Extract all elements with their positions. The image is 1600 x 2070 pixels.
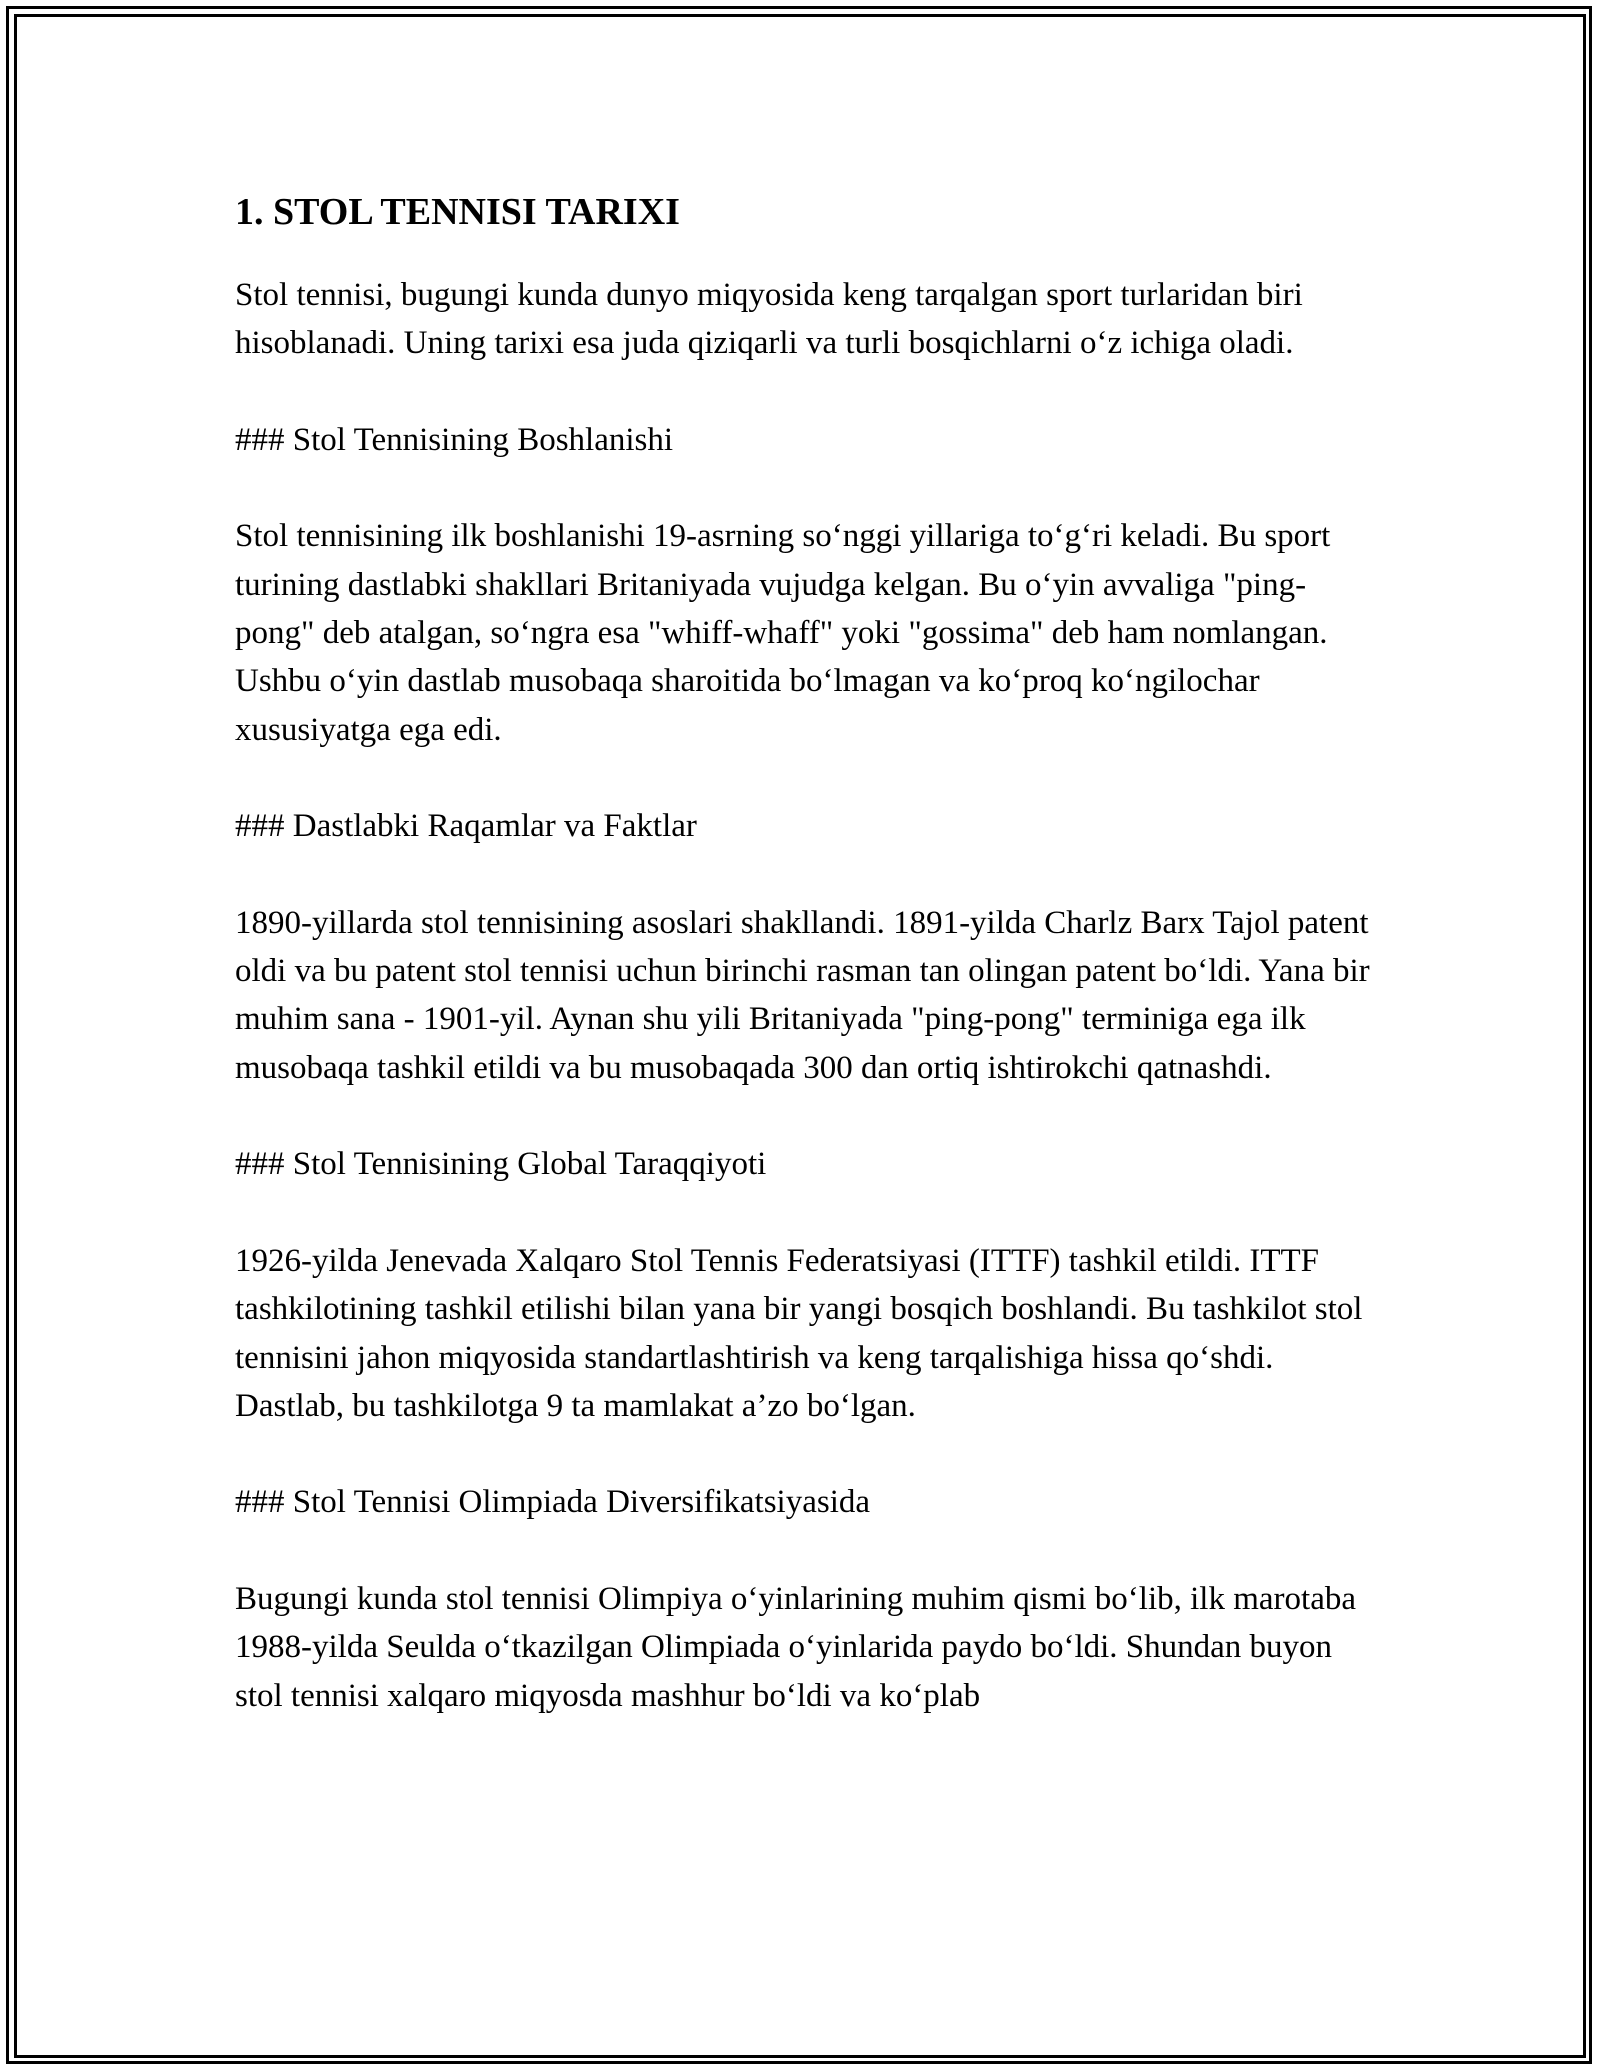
section-body-raqamlar: 1890-yillarda stol tennisining asoslari shakllandi. 1891-yilda Charlz Barx Tajol patent oldi va bu patent stol tennisi uchun birinchi rasman tan olingan patent bo‘ldi. Yana bir muhim sana - 1901-yil. Aynan shu yili Britaniyada "ping-pong" terminiga ega ilk musobaqa tashkil etildi va bu musobaqada 300 dan ortiq ishtirokchi qatnashdi. (235, 904, 1370, 1086)
section-heading-boshlanishi: ### Stol Tennisining Boshlanishi (235, 421, 674, 458)
section-heading-olimpiada: ### Stol Tennisi Olimpiada Diversifikatsiyasida (235, 1484, 871, 1521)
document-title: 1. STOL TENNISI TARIXI (235, 191, 680, 233)
document-body (235, 186, 1385, 1720)
section-body-olimpiada: Bugungi kunda stol tennisi Olimpiya o‘yinlarining muhim qismi bo‘lib, ilk marotaba 1988-yilda Seulda o‘tkazilgan Olimpiada o‘yinlarida paydo bo‘ldi. Shundan buyon stol tennisi xalqaro miqyosda mashhur bo‘ldi va ko‘plab (235, 1581, 1356, 1714)
intro-paragraph: Stol tennisi, bugungi kunda dunyo miqyosida keng tarqalgan sport turlaridan biri hisoblanadi. Uning tarixi esa juda qiziqarli va turli bosqichlarni o‘z ichiga oladi. (235, 277, 1303, 362)
section-heading-global: ### Stol Tennisining Global Taraqqiyoti (235, 1146, 767, 1183)
section-body-boshlanishi: Stol tennisining ilk boshlanishi 19-asrning so‘nggi yillariga to‘g‘ri keladi. Bu sport turining dastlabki shakllari Britaniyada vujudga kelgan. Bu o‘yin avvaliga "ping-pong" deb atalgan, so‘ngra esa "whiff-whaff" yoki "gossima" deb ham nomlangan. Ushbu o‘yin dastlab musobaqa sharoitida bo‘lmagan va ko‘proq ko‘ngilochar xususiyatga ega edi. (235, 518, 1331, 748)
section-body-global: 1926-yilda Jenevada Xalqaro Stol Tennis Federatsiyasi (ITTF) tashkil etildi. ITTF tashkilotining tashkil etilishi bilan yana bir yangi bosqich boshlandi. Bu tashkilot stol tennisini jahon miqyosida standartlashtirish va keng tarqalishiga hissa qo‘shdi. Dastlab, bu tashkilotga 9 ta mamlakat a’zo bo‘lgan. (235, 1242, 1363, 1424)
section-heading-raqamlar: ### Dastlabki Raqamlar va Faktlar (235, 808, 697, 845)
